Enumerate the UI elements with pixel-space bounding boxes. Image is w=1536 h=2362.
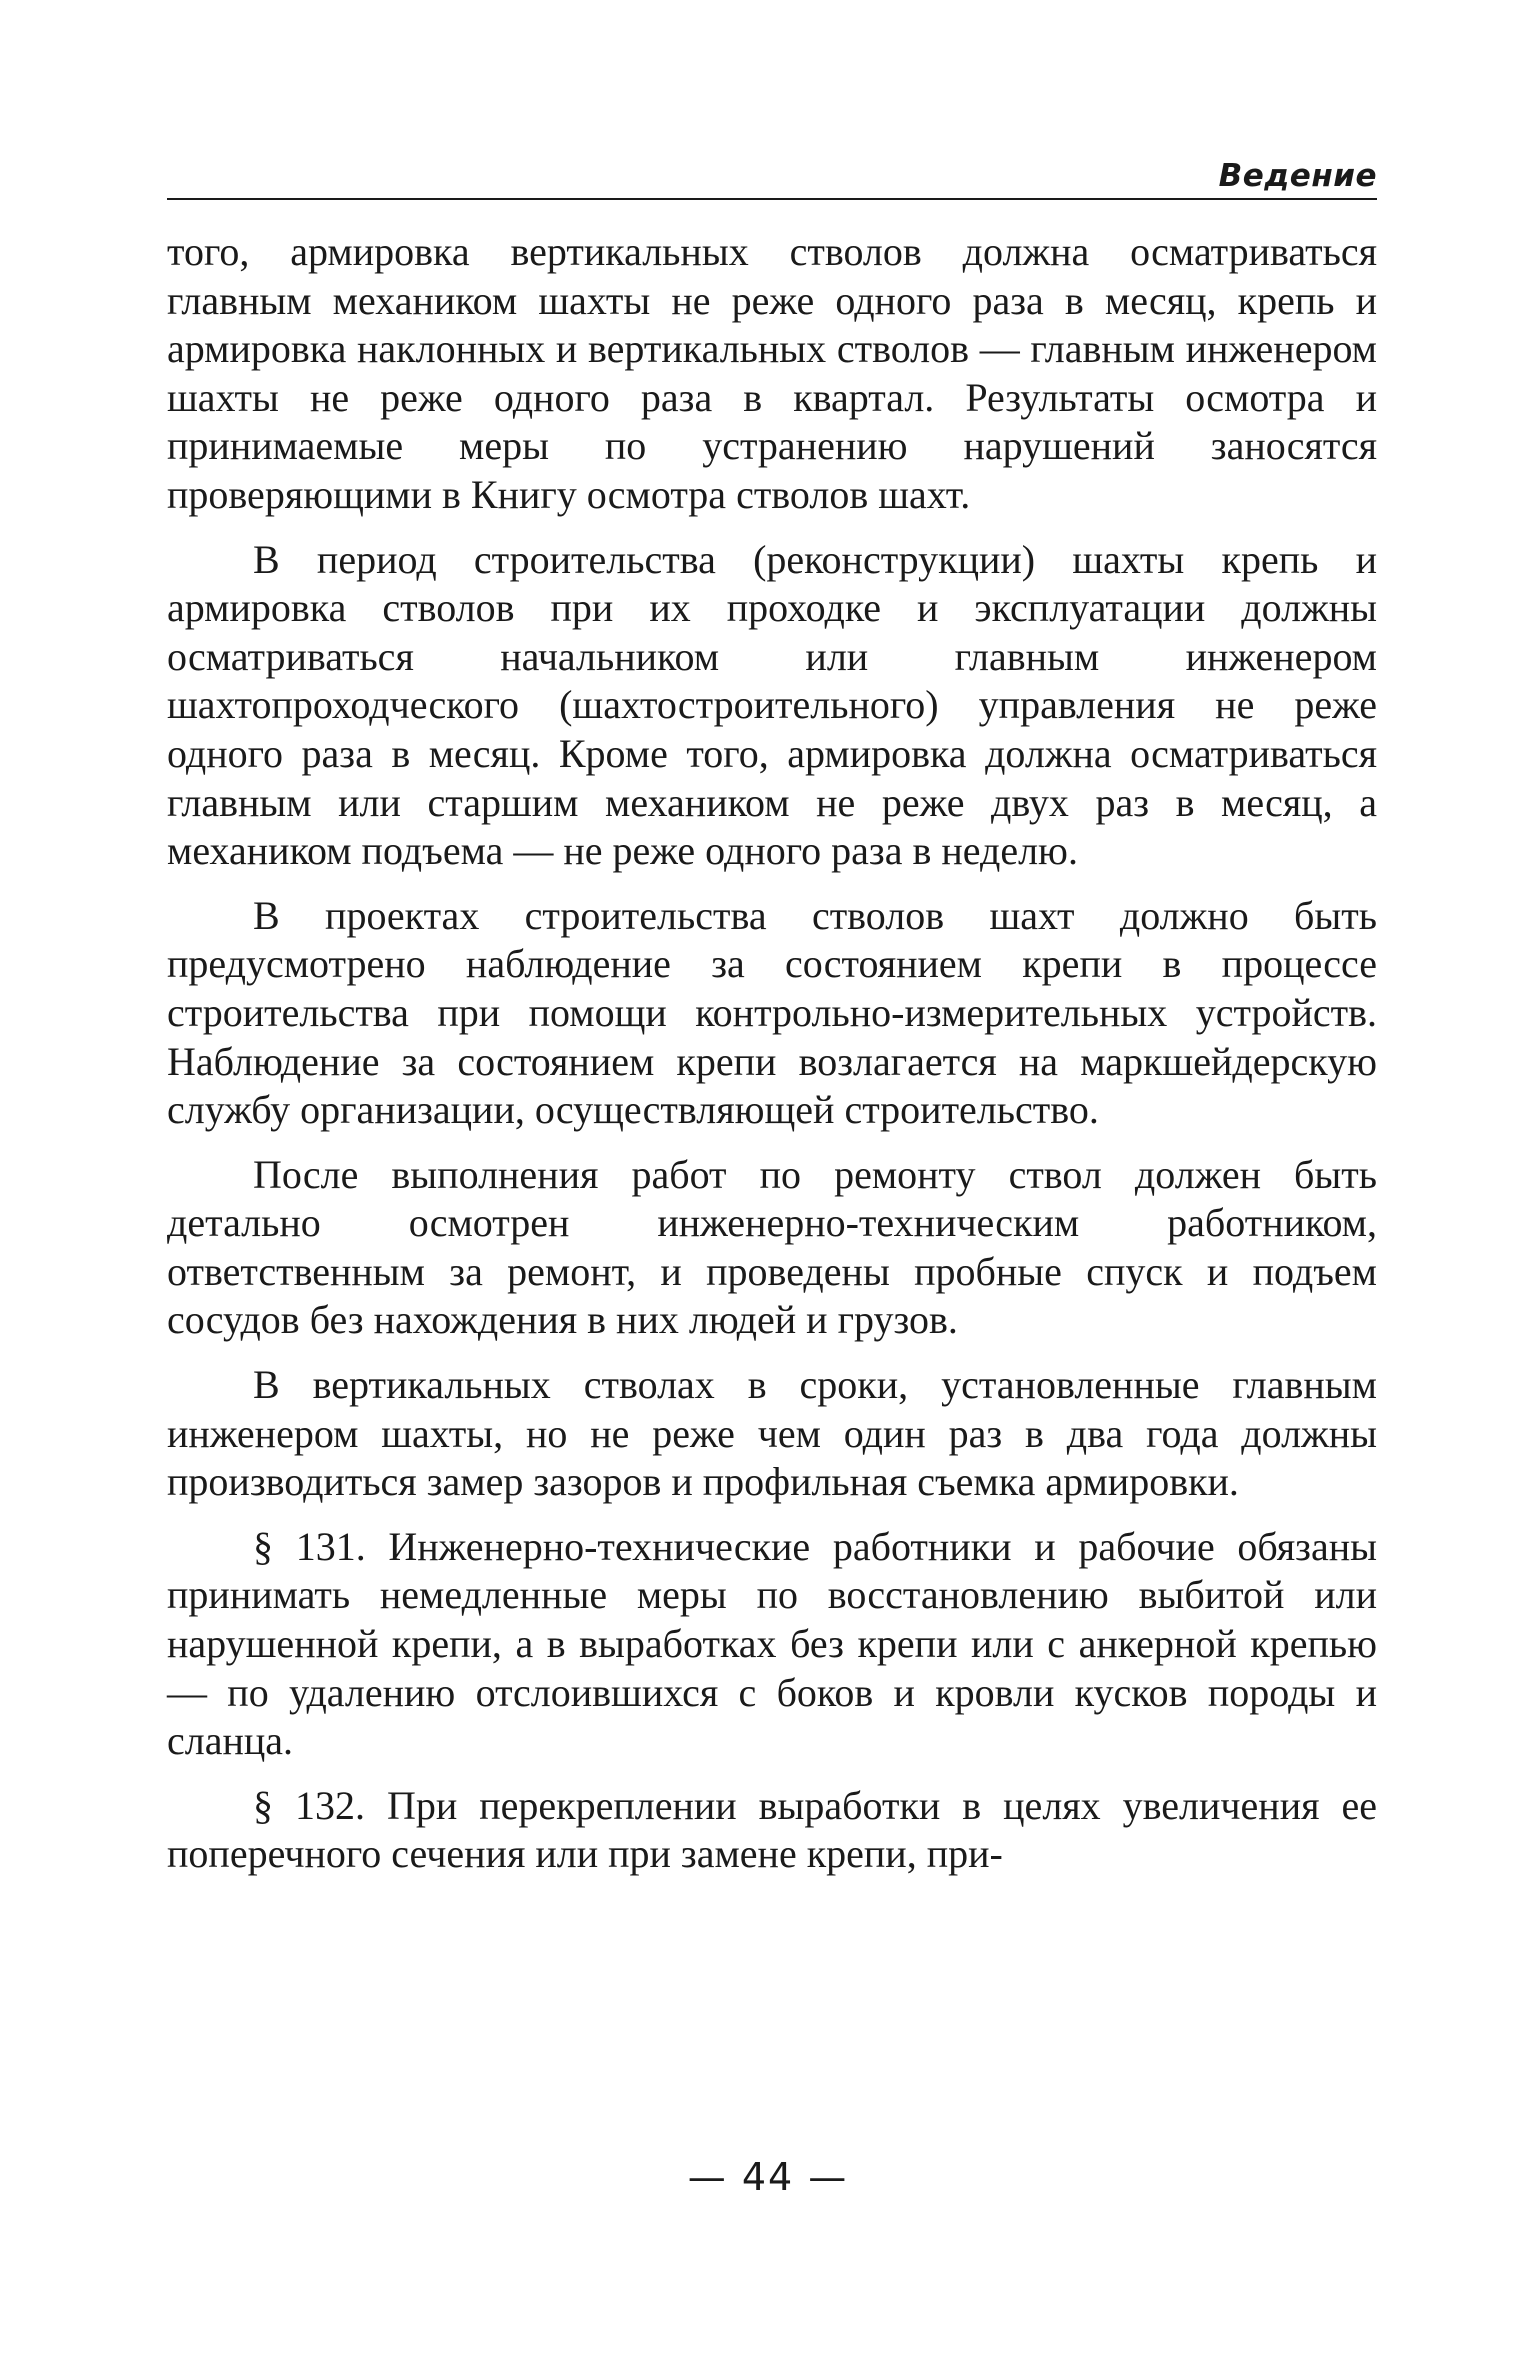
page-number: — 44 — <box>687 2155 849 2199</box>
paragraph: После выполнения работ по ремонту ствол должен быть детально осмотрен инженерно-техническим работником, ответственным за ремонт, и проведены пробные спуск и подъем сосудов без нахождения в них людей и грузов. <box>167 1151 1377 1343</box>
paragraph: того, армировка вертикальных стволов должна осматриваться главным механиком шахты не реже одного раза в месяц, крепь и армировка наклонных и вертикальных стволов — главным инженером шахты не реже одного раза в квартал. Результаты осмотра и принимаемые меры по устранению нарушений заносятся проверяющими в Книгу осмотра стволов шахт. <box>167 229 1377 517</box>
paragraph: В вертикальных стволах в сроки, установленные главным инженером шахты, но не реже чем один раз в два года должны производиться замер зазоров и профильная съемка армировки. <box>167 1362 1377 1505</box>
paragraph-section-131: § 131. Инженерно-технические работники и рабочие обязаны принимать немедленные меры по восстановлению выбитой или нарушенной крепи, а в выработках без крепи или с анкерной крепью — по удалению отслоившихся с боков и кровли кусков породы и сланца. <box>167 1523 1377 1764</box>
running-header <box>167 150 1377 200</box>
paragraph: В проектах строительства стволов шахт должно быть предусмотрено наблюдение за состоянием крепи в процессе строительства при помощи контрольно-измерительных устройств. Наблюдение за состоянием крепи возлагается на маркшейдерскую службу организации, осуществляющей строительство. <box>167 892 1377 1133</box>
running-header-title: Ведение <box>1218 158 1377 194</box>
body-text <box>167 228 1377 1879</box>
paragraph: В период строительства (реконструкции) шахты крепь и армировка стволов при их проходке и эксплуатации должны осматриваться начальником или главным инженером шахтопроходческого (шахтостроительного) управления не реже одного раза в месяц. Кроме того, армировка должна осматриваться главным или старшим механиком не реже двух раз в месяц, а механиком подъема — не реже одного раза в неделю. <box>167 536 1377 874</box>
paragraph-section-132: § 132. При перекреплении выработки в целях увеличения ее поперечного сечения или при замене крепи, при- <box>167 1782 1377 1877</box>
document-page <box>167 150 1377 1895</box>
